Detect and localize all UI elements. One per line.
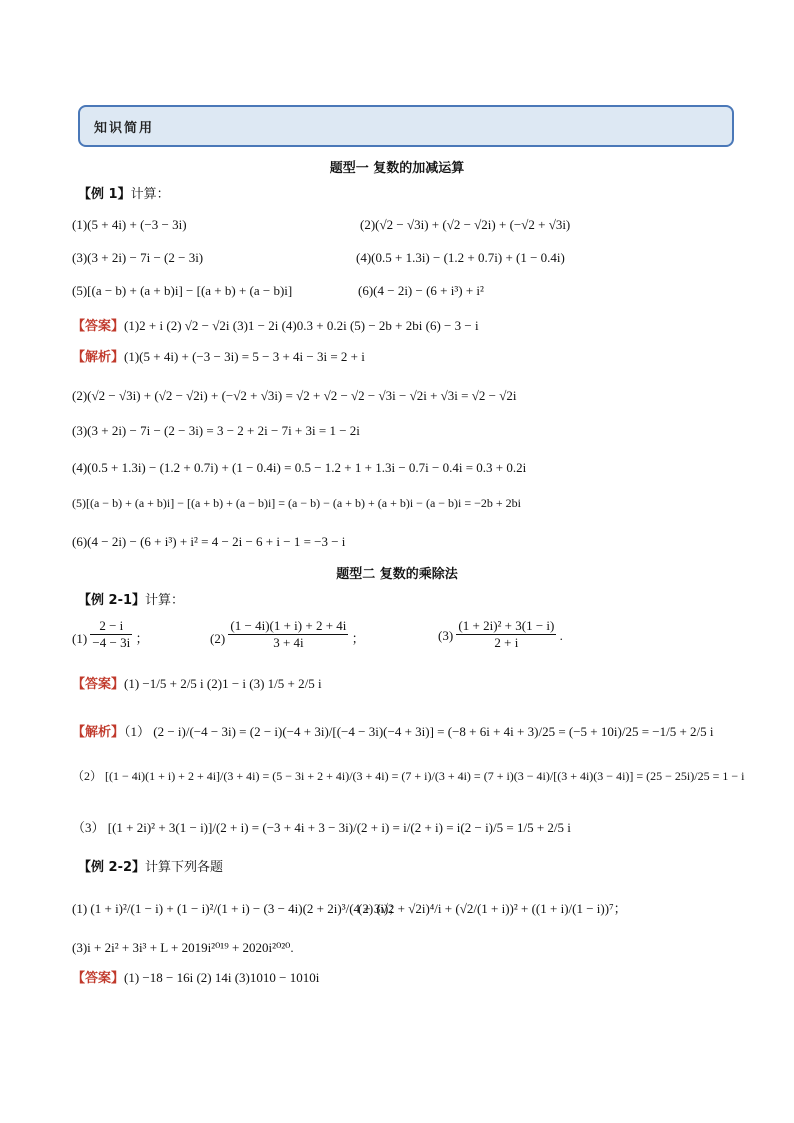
analysis21-row	[72, 721, 714, 740]
solution21-2: （2） [(1 − 4i)(1 + i) + 2 + 4i]/(3 + 4i) = (5 − 3i + 2 + 4i)/(3 + 4i) = (7 + i)/(3 + 4i) = (7 + i)(3 − 4i)/[(3 + 4i)(3 − 4i)] = (25 − 25i)/25 = 1 − i	[72, 769, 745, 783]
analysis1-label: 【解析】	[72, 350, 125, 365]
problem21-2-tail: ；	[351, 631, 365, 646]
example21-label: 【例 2-1】	[78, 593, 146, 608]
knowledge-header-title: 知识简用	[94, 121, 155, 136]
example1-heading	[78, 183, 170, 202]
problem21-1-tail: ；	[135, 631, 149, 646]
problem-4: (4)(0.5 + 1.3i) − (1.2 + 0.7i) + (1 − 0.4i)	[356, 250, 565, 265]
problem21-3-numerator: (1 + 2i)² + 3(1 − i)	[458, 618, 555, 633]
problem-2: (2)(√2 − √3i) + (√2 − √2i) + (−√2 + √3i)	[360, 217, 571, 232]
answer1-row	[72, 315, 479, 334]
example1-prompt: 计算：	[130, 187, 170, 202]
problem21-3	[438, 618, 563, 651]
answer1-text: (1)2 + i (2) √2 − √2i (3)1 − 2i (4)0.3 + 0.2i (5) − 2b + 2bi (6) − 3 − i	[124, 318, 479, 333]
problem21-2-fraction	[228, 618, 348, 651]
analysis1-row	[72, 346, 365, 365]
section1-title: 题型一 复数的加减运算	[329, 161, 465, 176]
answer22-row	[72, 967, 319, 986]
example21-prompt: 计算：	[145, 593, 185, 608]
problem22-3: (3)i + 2i² + 3i³ + L + 2019i²⁰¹⁹ + 2020i²⁰²⁰.	[72, 940, 294, 955]
analysis21-label: 【解析】	[72, 725, 125, 740]
problem21-2-denominator: 3 + 4i	[273, 635, 304, 650]
problem21-1	[72, 618, 148, 651]
solution-3: (3)(3 + 2i) − 7i − (2 − 3i) = 3 − 2 + 2i − 7i + 3i = 1 − 2i	[72, 423, 360, 438]
problem21-1-numerator: 2 − i	[90, 618, 132, 635]
answer21-row	[72, 673, 322, 692]
problem-5: (5)[(a − b) + (a + b)i] − [(a + b) + (a − b)i]	[72, 283, 293, 298]
problem-1: (1)(5 + 4i) + (−3 − 3i)	[72, 217, 187, 232]
problem21-3-number: (3)	[438, 628, 454, 643]
problem22-2: (2) (√2 + √2i)⁴/i + (√2/(1 + i))² + ((1 + i)/(1 − i))⁷；	[358, 901, 627, 916]
example21-heading	[78, 589, 184, 608]
problem21-3-tail: .	[559, 628, 563, 643]
solution-6: (6)(4 − 2i) − (6 + i³) + i² = 4 − 2i − 6 + i − 1 = −3 − i	[72, 534, 346, 549]
problem21-1-denominator: −4 − 3i	[92, 635, 131, 650]
problem21-1-number: (1)	[72, 631, 88, 646]
solution-4: (4)(0.5 + 1.3i) − (1.2 + 0.7i) + (1 − 0.4i) = 0.5 − 1.2 + 1 + 1.3i − 0.7i − 0.4i = 0.3 + 0.2i	[72, 460, 527, 475]
knowledge-header-box	[78, 105, 734, 147]
example1-label: 【例 1】	[78, 187, 131, 202]
solution21-1: （1） (2 − i)/(−4 − 3i) = (2 − i)(−4 + 3i)/[(−4 − 3i)(−4 + 3i)] = (−8 + 6i + 4i + 3)/25 = (−5 + 10i)/25 = −1/5 + 2/5 i	[124, 724, 714, 739]
problem21-2-number: (2)	[210, 631, 226, 646]
solution-2: (2)(√2 − √3i) + (√2 − √2i) + (−√2 + √3i) = √2 + √2 − √2 − √3i − √2i + √3i = √2 − √2i	[72, 388, 517, 403]
problem-3: (3)(3 + 2i) − 7i − (2 − 3i)	[72, 250, 204, 265]
answer21-label: 【答案】	[72, 677, 125, 692]
problem21-3-fraction	[456, 618, 556, 651]
solution-1: (1)(5 + 4i) + (−3 − 3i) = 5 − 3 + 4i − 3i = 2 + i	[124, 349, 365, 364]
answer22-label: 【答案】	[72, 971, 125, 986]
solution-5: (5)[(a − b) + (a + b)i] − [(a + b) + (a − b)i] = (a − b) − (a + b) + (a + b)i − (a − b)i = −2b + 2bi	[72, 496, 522, 510]
answer21-text: (1) −1/5 + 2/5 i (2)1 − i (3) 1/5 + 2/5 i	[124, 676, 322, 691]
example22-heading	[78, 856, 223, 875]
problem21-3-denominator: 2 + i	[494, 635, 519, 650]
problem-6: (6)(4 − 2i) − (6 + i³) + i²	[358, 283, 484, 298]
section2-title: 题型二 复数的乘除法	[336, 567, 458, 582]
solution21-3: （3） [(1 + 2i)² + 3(1 − i)]/(2 + i) = (−3 + 4i + 3 − 3i)/(2 + i) = i/(2 + i) = i(2 − i)/5 = 1/5 + 2/5 i	[72, 820, 571, 835]
answer22-text: (1) −18 − 16i (2) 14i (3)1010 − 1010i	[124, 970, 320, 985]
problem21-2-numerator: (1 − 4i)(1 + i) + 2 + 4i	[230, 618, 347, 633]
example22-prompt: 计算下列各题	[145, 860, 224, 875]
example22-label: 【例 2-2】	[78, 860, 146, 875]
problem21-2	[210, 618, 365, 651]
problem22-1: (1) (1 + i)²/(1 − i) + (1 − i)²/(1 + i) − (3 − 4i)(2 + 2i)³/(4 + 3i)；	[72, 901, 402, 916]
problem21-1-fraction	[90, 618, 132, 651]
answer1-label: 【答案】	[72, 319, 125, 334]
